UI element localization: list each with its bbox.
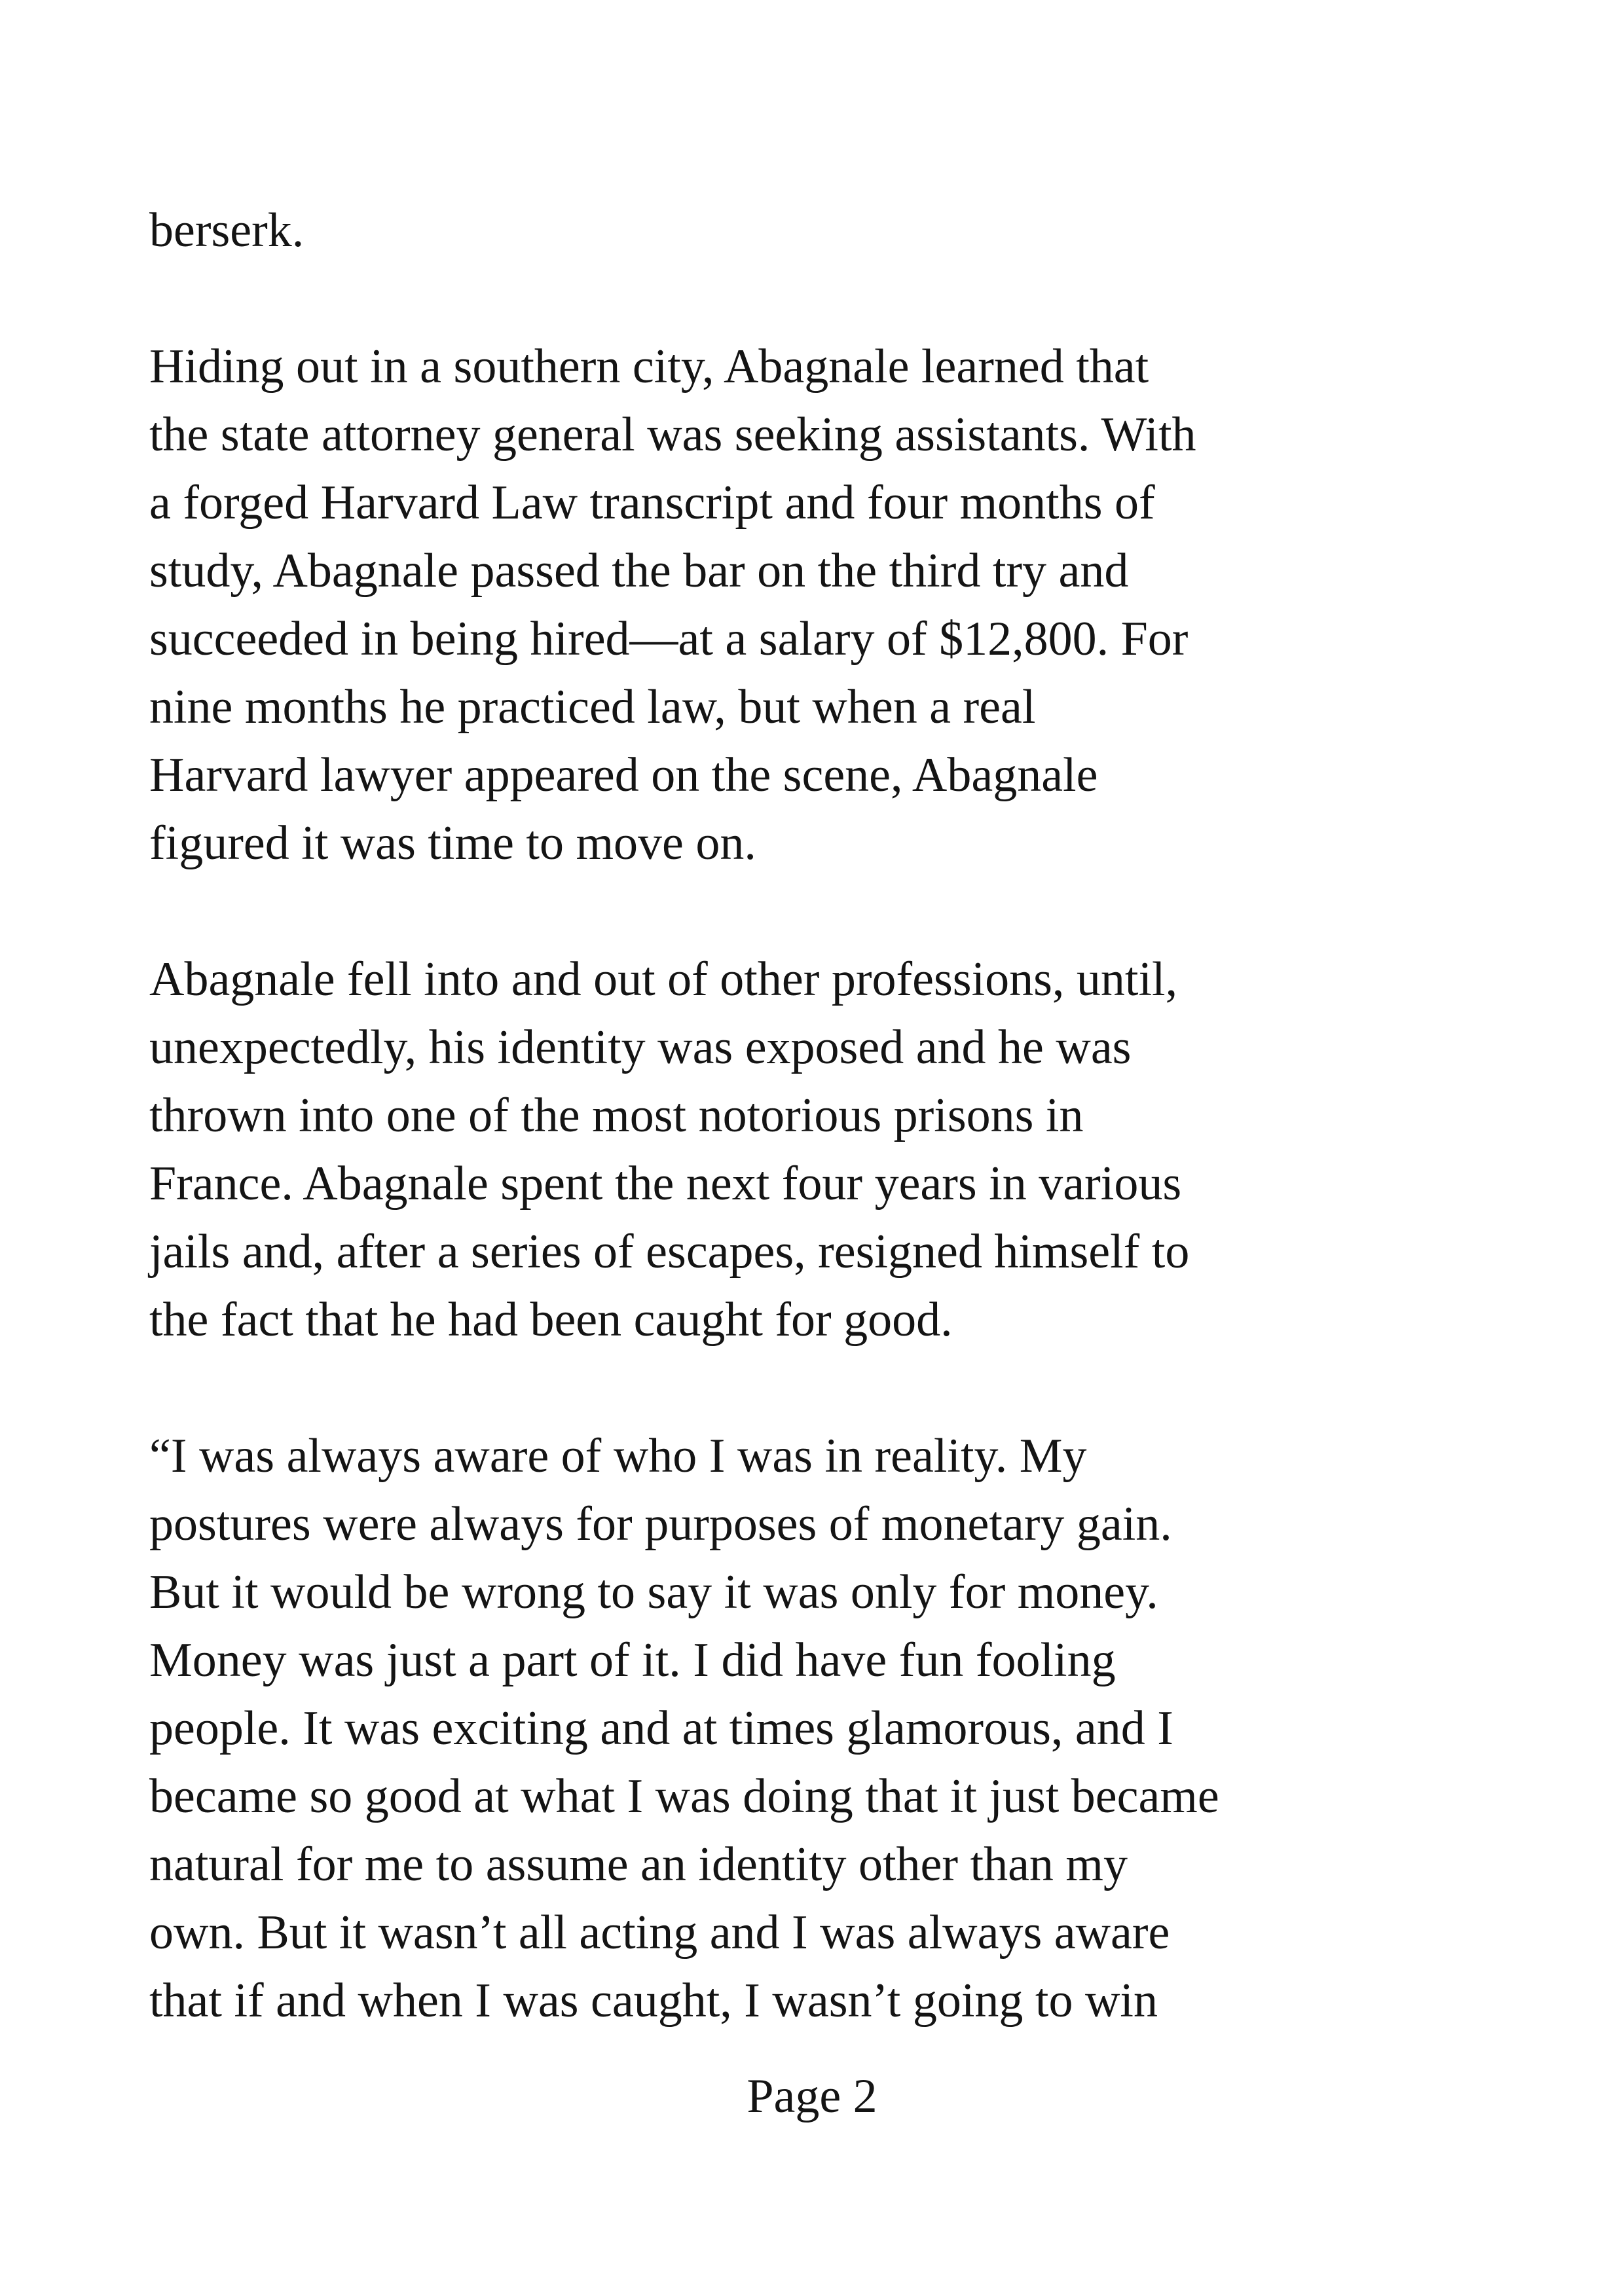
body-text xyxy=(149,196,1531,2035)
paragraph-gap xyxy=(149,877,1531,945)
text-line: postures were always for purposes of monetary gain. xyxy=(149,1497,1172,1551)
text-line: thrown into one of the most notorious prisons in xyxy=(149,1089,1084,1142)
text-line: jails and, after a series of escapes, resigned himself to xyxy=(149,1225,1190,1279)
page-number: Page 2 xyxy=(747,2069,877,2123)
text-line: own. But it wasn’t all acting and I was always aware xyxy=(149,1906,1170,1959)
text-line: succeeded in being hired—at a salary of $12,800. For xyxy=(149,612,1189,666)
text-line: nine months he practiced law, but when a real xyxy=(149,680,1036,734)
text-line: Hiding out in a southern city, Abagnale learned that xyxy=(149,340,1149,393)
text-line: But it would be wrong to say it was only for money. xyxy=(149,1565,1158,1619)
text-line: natural for me to assume an identity other than my xyxy=(149,1838,1128,1891)
text-line: that if and when I was caught, I wasn’t going to win xyxy=(149,1974,1158,2028)
paragraph-gap xyxy=(149,264,1531,333)
text-line: a forged Harvard Law transcript and four months of xyxy=(149,476,1155,530)
text-line: the fact that he had been caught for good. xyxy=(149,1293,953,1347)
text-line: berserk. xyxy=(149,204,304,257)
paragraph-gap xyxy=(149,1354,1531,1422)
text-line: the state attorney general was seeking assistants. With xyxy=(149,408,1196,462)
text-line: study, Abagnale passed the bar on the third try and xyxy=(149,544,1129,598)
text-line: Harvard lawyer appeared on the scene, Abagnale xyxy=(149,748,1098,802)
text-line: Money was just a part of it. I did have fun fooling xyxy=(149,1633,1116,1687)
text-line: unexpectedly, his identity was exposed and he was xyxy=(149,1021,1132,1074)
text-line: “I was always aware of who I was in reality. My xyxy=(149,1429,1087,1483)
text-line: people. It was exciting and at times glamorous, and I xyxy=(149,1702,1173,1755)
text-line: France. Abagnale spent the next four years in various xyxy=(149,1157,1182,1211)
paragraph-law-career xyxy=(149,333,1531,877)
paragraph-prison xyxy=(149,945,1531,1354)
paragraph-continuation xyxy=(149,196,1531,264)
text-line: Abagnale fell into and out of other professions, until, xyxy=(149,953,1178,1006)
text-line: figured it was time to move on. xyxy=(149,816,756,870)
paragraph-quote xyxy=(149,1422,1531,2035)
text-line: became so good at what I was doing that it just became xyxy=(149,1770,1219,1823)
